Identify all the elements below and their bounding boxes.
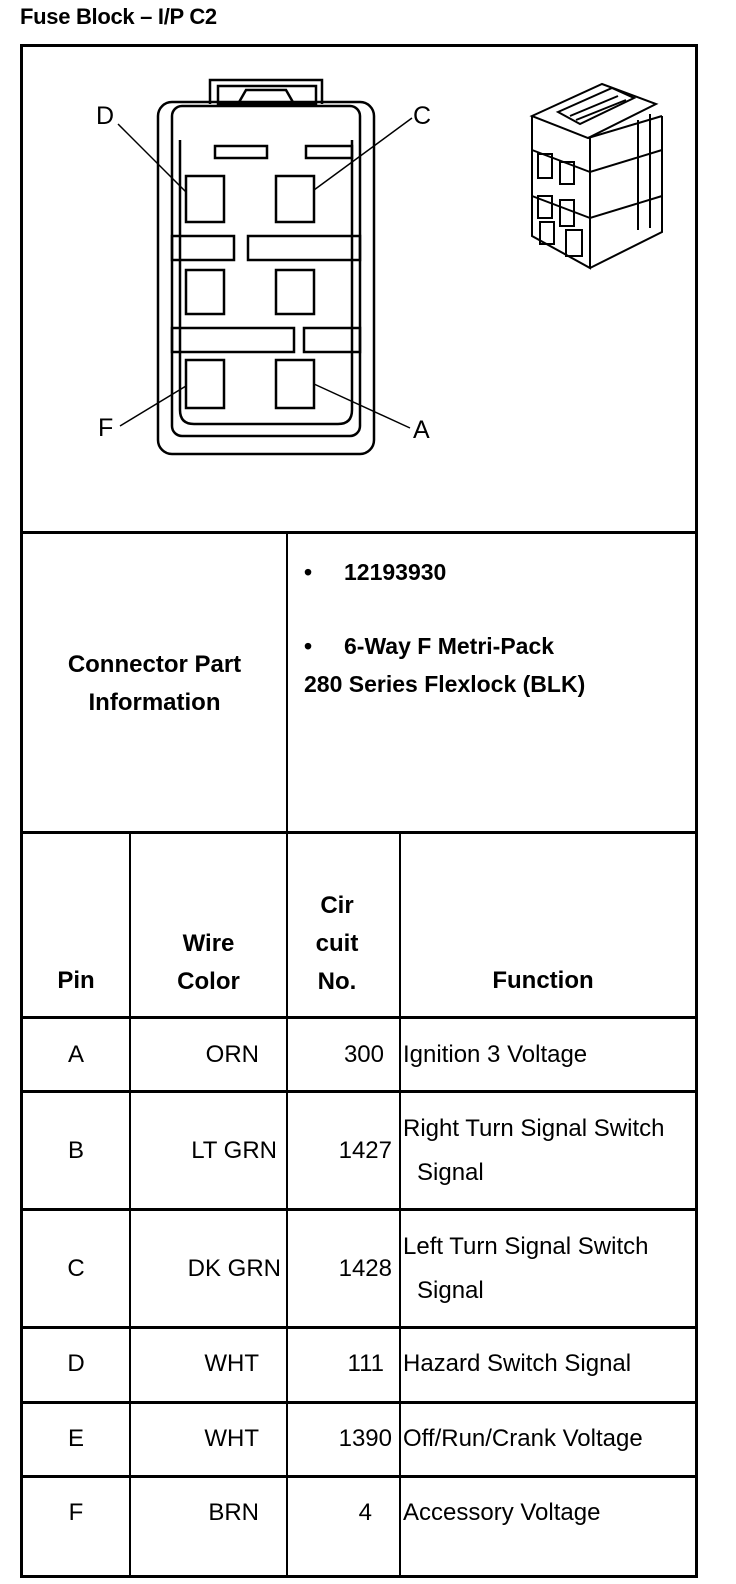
circuit-cell: 111: [347, 1350, 384, 1377]
part-number: 12193930: [344, 559, 447, 585]
divider: [20, 1090, 698, 1093]
pin-cell: F: [68, 1499, 84, 1526]
function-cell: Off/Run/Crank Voltage: [403, 1425, 643, 1452]
circuit-cell: 4: [358, 1499, 372, 1526]
pin-cell: C: [67, 1255, 85, 1282]
function-cell: Right Turn Signal Switch: [403, 1115, 665, 1142]
function-cell: Hazard Switch Signal: [403, 1350, 632, 1377]
pin-cell: E: [67, 1425, 84, 1452]
function-cell: Ignition 3 Voltage: [403, 1041, 588, 1068]
connector-part-info: [304, 553, 585, 703]
pin-label-f: F: [98, 414, 114, 442]
pin-label-a: A: [413, 416, 430, 444]
header-pin: Pin: [57, 967, 95, 994]
wire-color-cell: WHT: [204, 1350, 259, 1377]
connector-label-line2: Information: [88, 688, 221, 716]
header-circuit-no: [288, 887, 386, 1001]
header-circuit-line1: Cir: [320, 892, 354, 919]
description-line2: 280 Series Flexlock (BLK): [304, 671, 586, 697]
bullet: •: [304, 633, 313, 659]
pin-cell: D: [67, 1350, 85, 1377]
divider: [20, 1401, 698, 1404]
divider: [20, 531, 698, 534]
header-circuit-line3: No.: [317, 968, 357, 995]
pin-cell: A: [67, 1041, 84, 1068]
wire-color-cell: ORN: [205, 1041, 259, 1068]
part-number-line: [304, 553, 585, 591]
divider: [20, 1208, 698, 1211]
connector-part-info-label: [23, 535, 286, 832]
pin-label-c: C: [413, 102, 432, 130]
connector-description: 6-Way F Metri-Pack: [344, 633, 555, 659]
wire-color-cell: LT GRN: [191, 1137, 277, 1164]
pin-cell: B: [67, 1137, 84, 1164]
pin-label-d: D: [96, 102, 115, 130]
page-title: Fuse Block – I/P C2: [20, 4, 217, 29]
header-wire-color-line2: Color: [177, 968, 240, 995]
divider: [20, 1326, 698, 1329]
header-circuit-line2: cuit: [315, 930, 359, 957]
divider: [399, 831, 401, 1578]
circuit-cell: 1428: [338, 1255, 392, 1282]
divider: [20, 1475, 698, 1478]
connector-label-line1: Connector Part: [67, 650, 242, 678]
connector-diagram: [23, 47, 695, 531]
connector-3d-view: [532, 84, 662, 268]
circuit-cell: 1427: [338, 1137, 392, 1164]
wire-color-cell: WHT: [204, 1425, 259, 1452]
divider: [20, 1016, 698, 1019]
wire-color-cell: DK GRN: [187, 1255, 281, 1282]
description-line1: [304, 627, 585, 665]
function-cell: Left Turn Signal Switch: [403, 1233, 649, 1260]
header-wire-color: [131, 925, 286, 1001]
header-wire-color-line1: Wire: [182, 930, 235, 957]
function-cell: Accessory Voltage: [403, 1499, 601, 1526]
function-cell-line2: Signal: [417, 1159, 484, 1186]
circuit-cell: 300: [343, 1041, 384, 1068]
function-cell-line2: Signal: [417, 1277, 484, 1304]
circuit-cell: 1390: [338, 1425, 392, 1452]
wire-color-cell: BRN: [208, 1499, 259, 1526]
bullet: •: [304, 559, 313, 585]
header-function: Function: [492, 967, 594, 994]
